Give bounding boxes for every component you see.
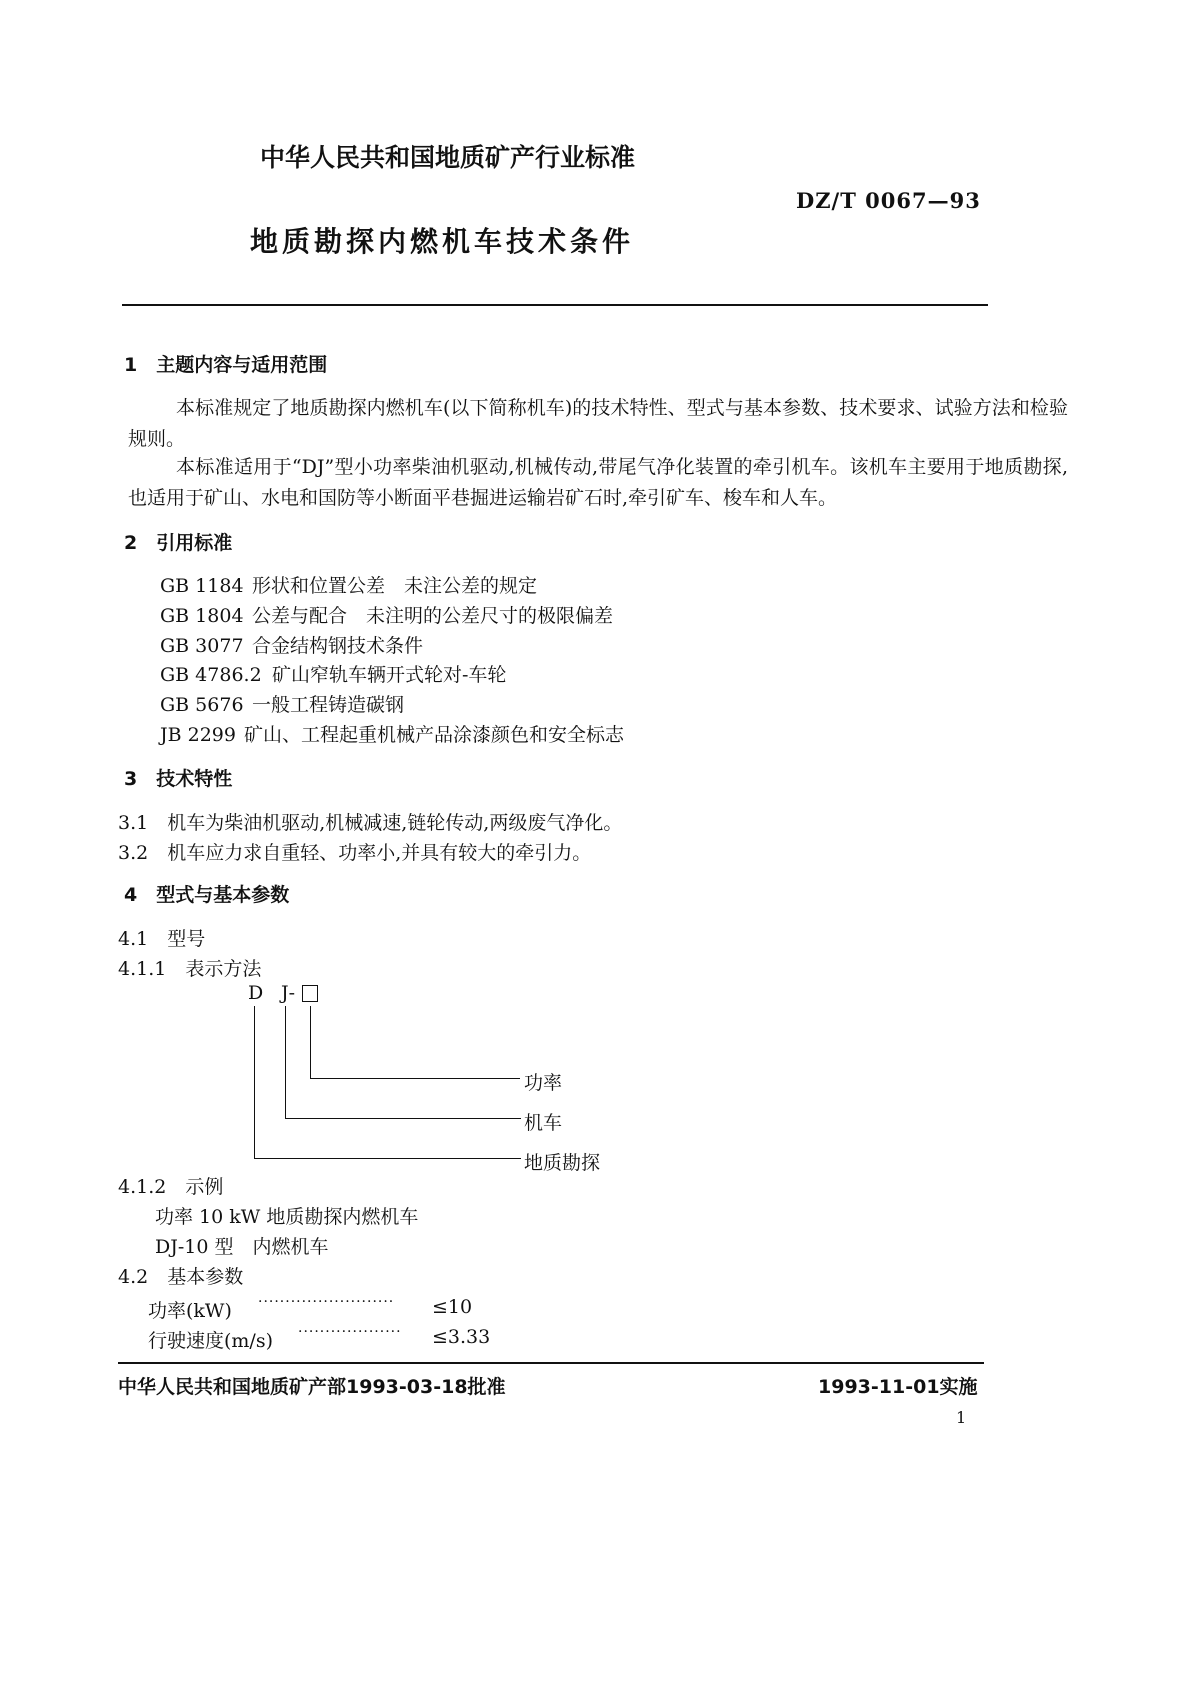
- reference-code: JB 2299: [160, 724, 236, 746]
- effective-date: 1993-11-01实施: [818, 1376, 978, 1398]
- section-1-paragraph-1: 本标准规定了地质勘探内燃机车(以下简称机车)的技术特性、型式与基本参数、技术要求、试验方法和检验规则。: [128, 397, 1068, 450]
- section-3-heading: 3 技术特性: [124, 768, 233, 790]
- diagram-label-loco: 机车: [524, 1112, 563, 1134]
- clause-4-1-2: 4.1.2 示例: [118, 1176, 224, 1198]
- reference-code: GB 5676: [160, 694, 244, 716]
- section-4-heading: 4 型式与基本参数: [124, 884, 290, 906]
- reference-name: 矿山窄轨车辆开式轮对-车轮: [272, 664, 507, 686]
- reference-item: [160, 601, 613, 628]
- reference-item: [160, 631, 423, 658]
- reference-item: [160, 690, 404, 717]
- reference-name: 形状和位置公差 未注公差的规定: [252, 575, 538, 597]
- diagram-label-power: 功率: [524, 1072, 563, 1094]
- document-title: 地质勘探内燃机车技术条件: [250, 225, 635, 258]
- parameter-label: 行驶速度(m/s): [148, 1330, 273, 1352]
- leader-dots: ·························: [258, 1294, 395, 1310]
- issuing-authority: 中华人民共和国地质矿产行业标准: [260, 143, 636, 172]
- diagram-line-loco-h: [285, 1118, 521, 1119]
- reference-code: GB 4786.2: [160, 664, 262, 686]
- section-2-heading: 2 引用标准: [124, 532, 233, 554]
- section-1-heading: 1 主题内容与适用范围: [124, 354, 328, 376]
- reference-item: [160, 660, 506, 687]
- reference-code: GB 1804: [160, 605, 244, 627]
- reference-name: 公差与配合 未注明的公差尺寸的极限偏差: [252, 605, 614, 627]
- reference-code: GB 3077: [160, 635, 244, 657]
- leader-dots: ···················: [298, 1324, 402, 1340]
- parameter-value: ≤10: [432, 1296, 473, 1318]
- parameter-value: ≤3.33: [432, 1326, 491, 1348]
- clause-3-2: 3.2 机车应力求自重轻、功率小,并具有较大的牵引力。: [118, 842, 592, 864]
- clause-4-1: 4.1 型号: [118, 928, 206, 950]
- example-line-2: DJ-10 型 内燃机车: [155, 1236, 329, 1258]
- diagram-line-power-h: [310, 1078, 520, 1079]
- diagram-letter-j: J-: [281, 982, 296, 1004]
- reference-code: GB 1184: [160, 575, 244, 597]
- reference-name: 矿山、工程起重机械产品涂漆颜色和安全标志: [244, 724, 625, 746]
- standard-code: DZ/T 0067—93: [796, 188, 981, 213]
- diagram-letter-d: D: [248, 982, 264, 1004]
- example-line-1: 功率 10 kW 地质勘探内燃机车: [155, 1206, 419, 1228]
- header-rule: [122, 304, 988, 306]
- parameter-label: 功率(kW): [148, 1300, 232, 1322]
- reference-name: 合金结构钢技术条件: [252, 635, 424, 657]
- diagram-label-geo: 地质勘探: [524, 1152, 601, 1174]
- diagram-line-geo-h: [254, 1158, 521, 1159]
- reference-item: [160, 571, 537, 598]
- clause-4-1-1: 4.1.1 表示方法: [118, 958, 262, 980]
- diagram-line-power: [310, 1006, 311, 1078]
- clause-3-1: 3.1 机车为柴油机驱动,机械减速,链轮传动,两级废气净化。: [118, 812, 623, 834]
- diagram-placeholder-box: [302, 985, 318, 1002]
- reference-item: [160, 720, 624, 747]
- diagram-line-geo: [254, 1006, 255, 1158]
- section-1-paragraph-2: 本标准适用于“DJ”型小功率柴油机驱动,机械传动,带尾气净化装置的牵引机车。该机车主要用于地质勘探,也适用于矿山、水电和国防等小断面平巷掘进运输岩矿石时,牵引矿车、梭车和人车。: [128, 456, 1068, 509]
- diagram-line-loco: [285, 1006, 286, 1118]
- clause-4-2: 4.2 基本参数: [118, 1266, 244, 1288]
- page-number: 1: [956, 1408, 967, 1427]
- approval-line: 中华人民共和国地质矿产部1993-03-18批准: [118, 1376, 506, 1398]
- footer-rule: [118, 1362, 984, 1364]
- reference-name: 一般工程铸造碳钢: [252, 694, 405, 716]
